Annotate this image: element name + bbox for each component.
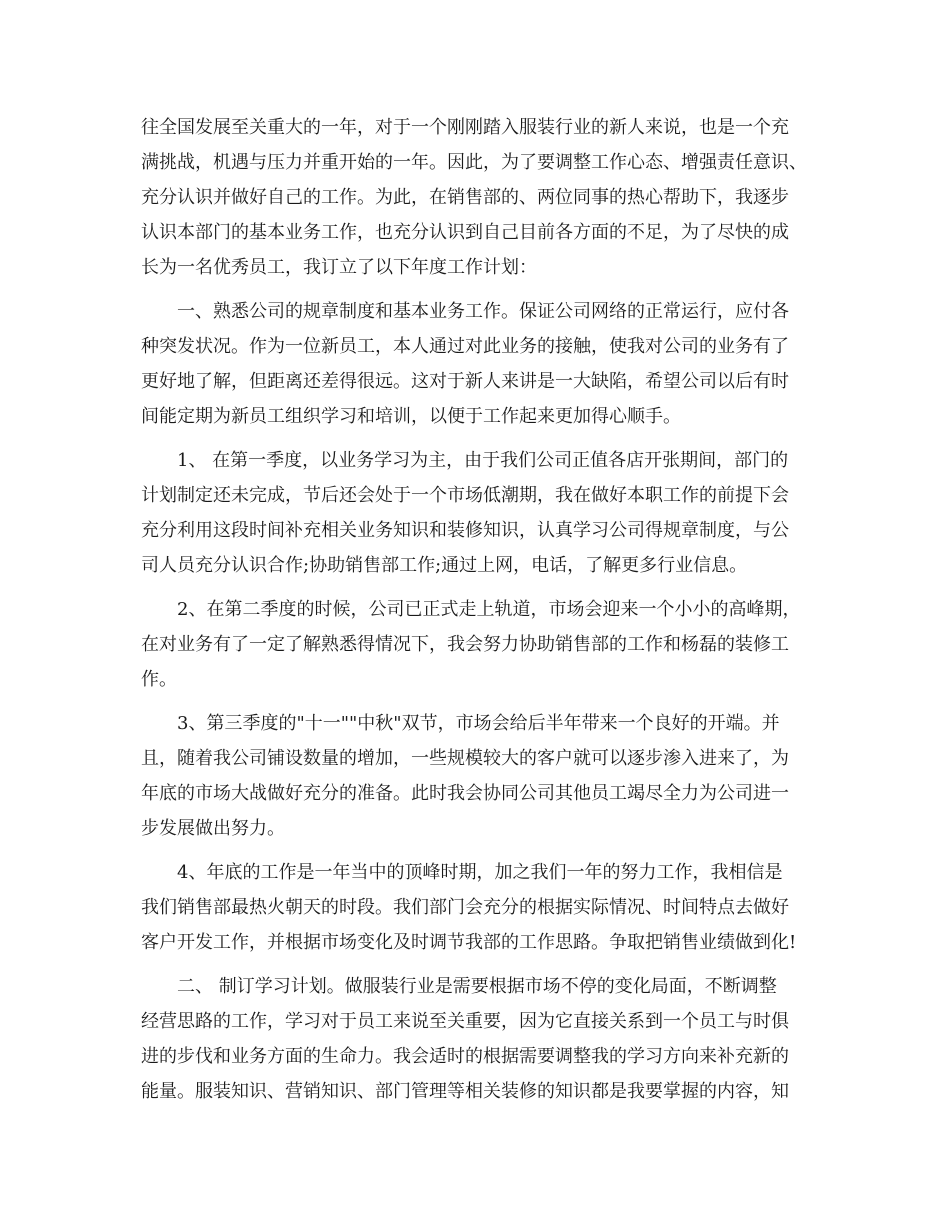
text-line: 步发展做出努力。 xyxy=(141,818,285,839)
text-line: 进的步伐和业务方面的生命力。我会适时的根据需要调整我的学习方向来补充新的 xyxy=(141,1046,789,1067)
text-line: 且，随着我公司铺设数量的增加，一些规模较大的客户就可以逐步渗入进来了，为 xyxy=(141,748,789,769)
text-line: 种突发状况。作为一位新员工，本人通过对此业务的接触，使我对公司的业务有了 xyxy=(141,336,789,357)
text-line: 客户开发工作，并根据市场变化及时调节我部的工作思路。争取把销售业绩做到化! xyxy=(141,932,797,953)
paragraph-start-line: 一、熟悉公司的规章制度和基本业务工作。保证公司网络的正常运行，应付各 xyxy=(177,301,789,322)
text-line: 认识本部门的基本业务工作，也充分认识到自己目前各方面的不足，为了尽快的成 xyxy=(141,222,789,243)
paragraph-start-line: 1、 在第一季度，以业务学习为主，由于我们公司正值各店开张期间，部门的 xyxy=(177,450,789,471)
text-line: 更好地了解，但距离还差得很远。这对于新人来讲是一大缺陷，希望公司以后有时 xyxy=(141,371,789,392)
text-line: 满挑战，机遇与压力并重开始的一年。因此，为了要调整工作心态、增强责任意识、 xyxy=(141,152,807,173)
text-line: 间能定期为新员工组织学习和培训，以便于工作起来更加得心顺手。 xyxy=(141,406,681,427)
text-line: 长为一名优秀员工，我订立了以下年度工作计划： xyxy=(141,257,537,278)
paragraph-start-line: 4、年底的工作是一年当中的顶峰时期，加之我们一年的努力工作，我相信是 xyxy=(177,862,783,883)
text-line: 作。 xyxy=(141,669,177,690)
text-line: 往全国发展至关重大的一年，对于一个刚刚踏入服装行业的新人来说，也是一个充 xyxy=(141,117,789,138)
text-line: 我们销售部最热火朝天的时段。我们部门会充分的根据实际情况、时间特点去做好 xyxy=(141,897,789,918)
paragraph-start-line: 3、第三季度的"十一""中秋"双节，市场会给后半年带来一个良好的开端。并 xyxy=(177,713,780,734)
text-line: 司人员充分认识合作;协助销售部工作;通过上网，电话，了解更多行业信息。 xyxy=(141,555,748,576)
text-line: 经营思路的工作，学习对于员工来说至关重要，因为它直接关系到一个员工与时俱 xyxy=(141,1011,789,1032)
text-line: 能量。服装知识、营销知识、部门管理等相关装修的知识都是我要掌握的内容，知 xyxy=(141,1081,789,1102)
text-line: 充分利用这段时间补充相关业务知识和装修知识，认真学习公司得规章制度，与公 xyxy=(141,520,789,541)
text-line: 充分认识并做好自己的工作。为此，在销售部的、两位同事的热心帮助下，我逐步 xyxy=(141,187,789,208)
paragraph-start-line: 二、 制订学习计划。做服装行业是需要根据市场不停的变化局面，不断调整 xyxy=(177,976,777,997)
text-line: 年底的市场大战做好充分的准备。此时我会协同公司其他员工竭尽全力为公司进一 xyxy=(141,783,789,804)
text-line: 在对业务有了一定了解熟悉得情况下，我会努力协助销售部的工作和杨磊的装修工 xyxy=(141,634,789,655)
paragraph-start-line: 2、在第二季度的时候，公司已正式走上轨道，市场会迎来一个小小的高峰期， xyxy=(177,599,801,620)
text-line: 计划制定还未完成，节后还会处于一个市场低潮期，我在做好本职工作的前提下会 xyxy=(141,485,789,506)
